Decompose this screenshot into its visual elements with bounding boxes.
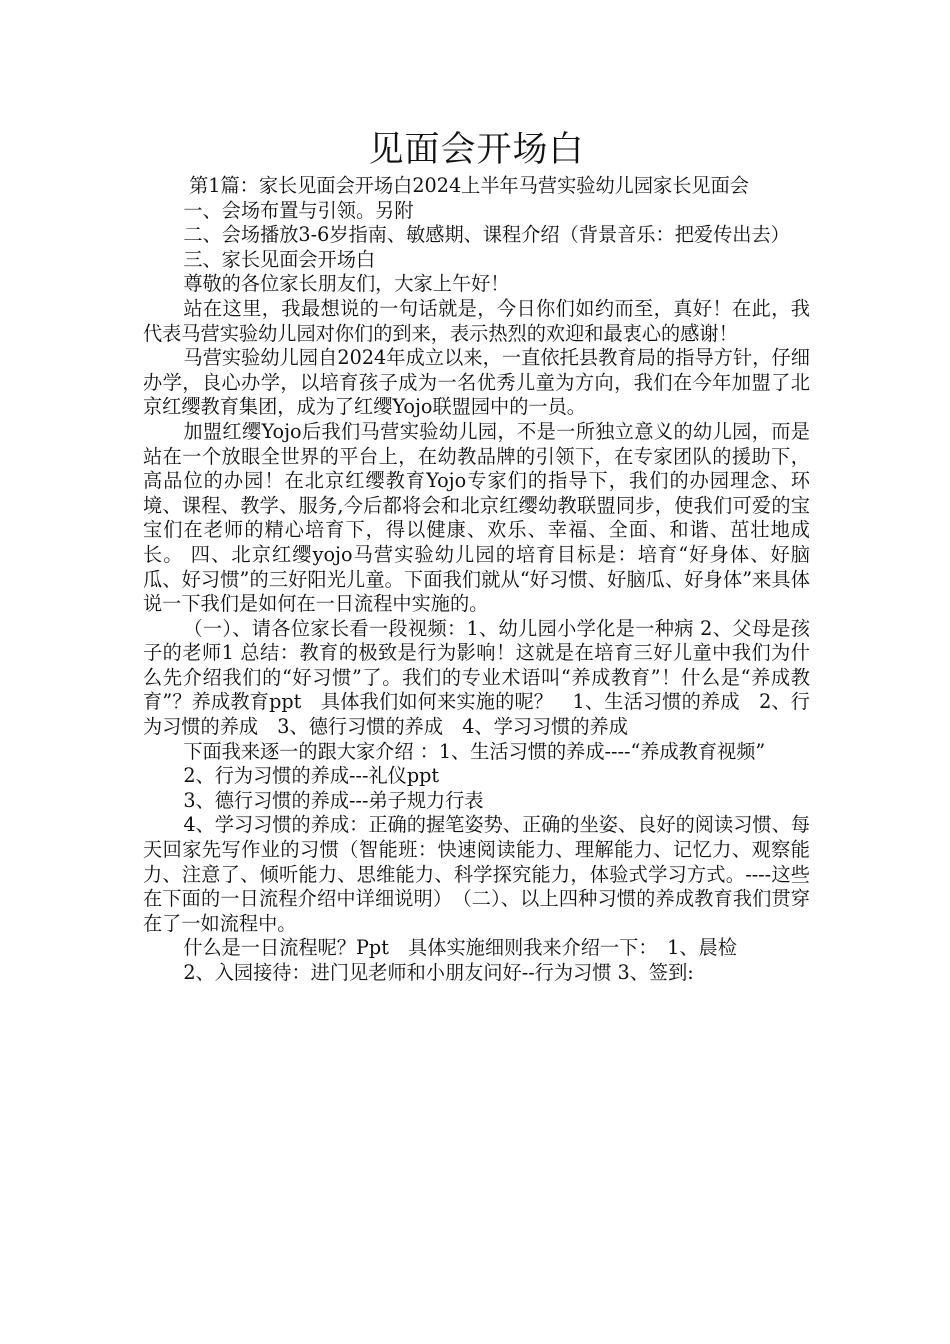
paragraph-moral-habits: 3、德行习惯的养成---弟子规力行表: [183, 788, 484, 812]
paragraph-heading: 第1篇：家长见面会开场白2024上半年马营实验幼儿园家长见面会: [189, 174, 749, 197]
document-title: 见面会开场白: [368, 130, 585, 170]
paragraph-study-habits: 4、学习习惯的养成：正确的握笔姿势、正确的坐姿、良好的阅读习惯、每天回家先写作业的习惯（智能班：快速阅读能力、理解能力、记忆力、观察能力、注意了、倾听能力、思维能力、科学探究能力，体验式学习方式。----这些在下面的一日流程介绍中详细说明） （二）、以上四种习惯的养成教育我们贯穿在了一如流程中。: [143, 813, 810, 935]
paragraph-daily-routine: 什么是一日流程呢？Ppt 具体实施细则我来介绍一下： 1、晨检: [183, 936, 737, 960]
paragraph-school-intro: 马营实验幼儿园自2024年成立以来，一直依托县教育局的指导方针，仔细办学，良心办学，以培育孩子成为一名优秀儿童为方向，我们在今年加盟了北京红缨教育集团，成为了红缨Yojo联盟园中的一员。: [143, 346, 810, 419]
paragraph-reception: 2、入园接待：进门见老师和小朋友问好--行为习惯 3、签到:: [183, 961, 694, 984]
paragraph-habit-video: （一）、请各位家长看一段视频：1、幼儿园小学化是一种病 2、父母是孩子的老师1 总结：教育的极致是行为影响！这就是在培育三好儿童中我们为什么先介绍我们的“好习惯”了。我们的专业术语叫“养成教育”！什么是“养成教育”？养成教育ppt 具体我们如何来实施的呢？ 1、生活习惯的养成 2、行为习惯的养成 3、德行习惯的养成 4、学习习惯的养成: [143, 616, 810, 739]
paragraph-venue-setup: 一、会场布置与引领。另附: [183, 198, 414, 222]
paragraph-opening-heading: 三、家长见面会开场白: [183, 247, 376, 271]
paragraph-greeting: 尊敬的各位家长朋友们，大家上午好！: [183, 272, 510, 296]
paragraph-yojo-alliance: 加盟红缨Yojo后我们马营实验幼儿园，不是一所独立意义的幼儿园，而是站在一个放眼全世界的平台上，在幼教品牌的引领下，在专家团队的援助下，高品位的办园！在北京红缨教育Yojo专家们的指导下，我们的办园理念、环境、课程、教学、服务,今后都将会和北京红缨幼教联盟同步，使我们可爱的宝宝们在老师的精心培育下，得以健康、欢乐、幸福、全面、和谐、茁壮地成长。 四、北京红缨yojo马营实验幼儿园的培育目标是：培育“好身体、好脑瓜、好习惯”的三好阳光儿童。下面我们就从“好习惯、好脑瓜、好身体”来具体说一下我们是如何在一日流程中实施的。: [143, 419, 810, 616]
paragraph-welcome: 站在这里，我最想说的一句话就是，今日你们如约而至，真好！在此，我代表马营实验幼儿园对你们的到来，表示热烈的欢迎和最衷心的感谢！: [143, 296, 810, 345]
paragraph-behavior-habits: 2、行为习惯的养成---礼仪ppt: [183, 764, 440, 788]
paragraph-venue-playback: 二、会场播放3-6岁指南、敏感期、课程介绍（背景音乐：把爱传出去）: [183, 223, 790, 247]
paragraph-life-habits: 下面我来逐一的跟大家介绍 ：1、生活习惯的养成----“养成教育视频”: [183, 739, 766, 763]
